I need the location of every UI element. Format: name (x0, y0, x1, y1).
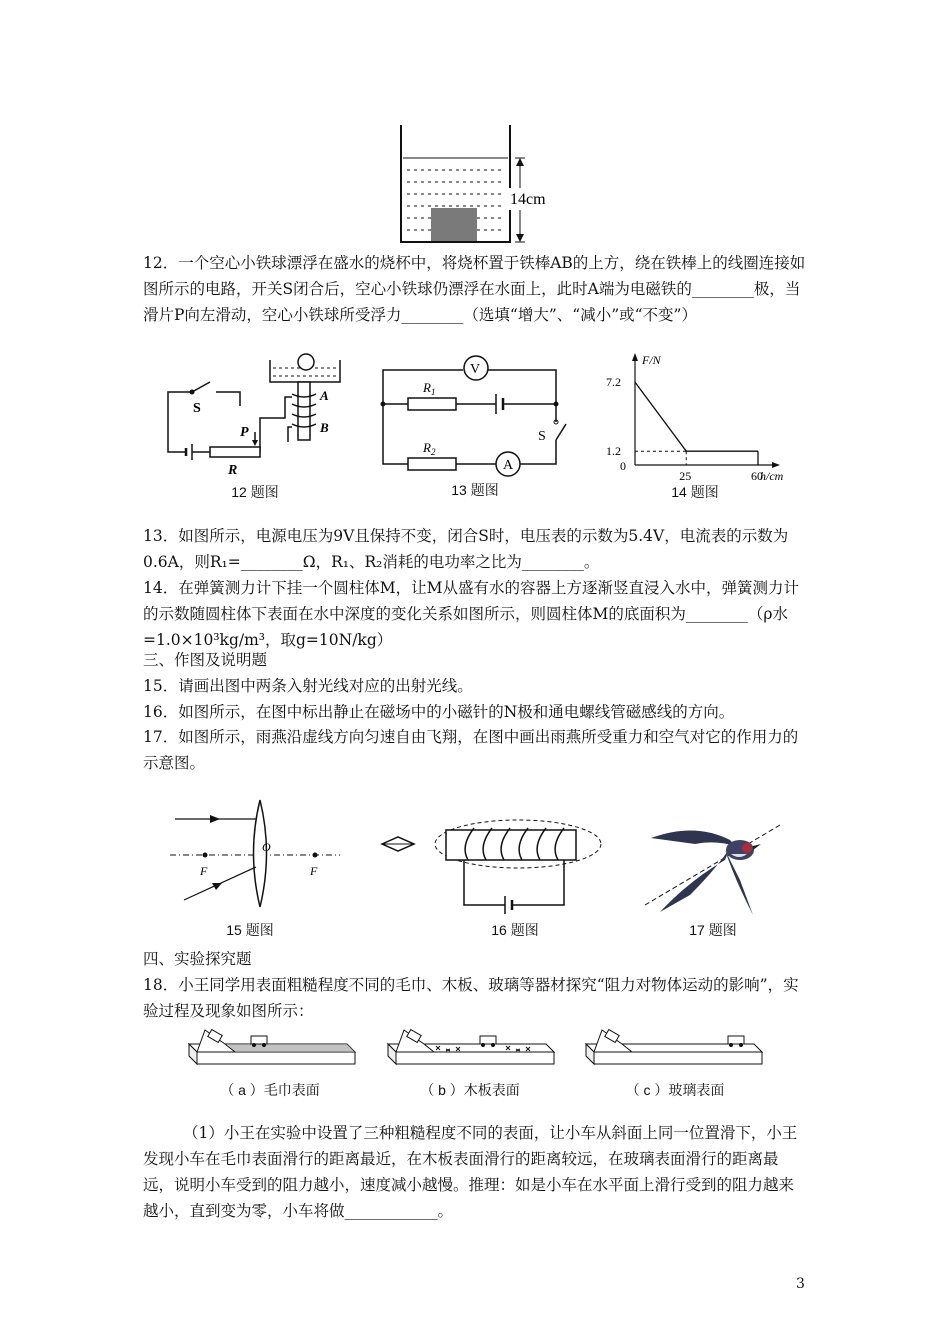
fig14-graph (600, 350, 800, 483)
svg-text:F: F (200, 864, 208, 878)
question-13: 13．如图所示，电源电压为9V且保持不变，闭合S时，电压表的示数为5.4V，电流表的示数为0.6A，则R₁=________Ω，R₁、R₂消耗的电功率之比为________。 (143, 527, 789, 571)
fig12-caption: 12 题图 (231, 484, 279, 500)
submerged-block (431, 208, 477, 241)
y-axis-label: F/N (642, 353, 661, 367)
fig17-caption: 17 题图 (689, 922, 737, 938)
x-axis-label: h/cm (760, 469, 784, 483)
depth-label: 14cm (510, 191, 546, 208)
x-tick-label: 60 (751, 469, 763, 483)
svg-text:F: F (310, 864, 318, 878)
question-14: 14．在弹簧测力计下挂一个圆柱体M，让M从盛有水的容器上方逐渐竖直浸入水中，弹簧测力计的示数随圆柱体下表面在水中深度的变化关系如图所示，则圆柱体M的底面积为________（ρ水=1.0×10³kg/m³，取g=10N/kg） (143, 579, 799, 649)
svg-text:B: B (320, 420, 329, 435)
beaker-figure (395, 120, 565, 245)
fig14-caption: 14 题图 (671, 484, 719, 500)
svg-text:A: A (503, 458, 514, 473)
question-18: 18．小王同学用表面粗糙程度不同的毛巾、木板、玻璃等器材探究“阻力对物体运动的影响”，实验过程及现象如图所示： (143, 976, 799, 1020)
section-3-heading: 三、作图及说明题 (143, 651, 268, 669)
question-17: 17．如图所示，雨燕沿虚线方向匀速自由飞翔，在图中画出雨燕所受重力和空气对它的作用力的示意图。 (143, 728, 799, 772)
svg-text:O: O (262, 840, 271, 854)
series-line (635, 382, 758, 451)
fig15-lens (170, 795, 345, 910)
fig12-circuit (160, 352, 345, 477)
svg-text:R1: $R_1$ (423, 380, 436, 397)
fig18a-towel (187, 1022, 357, 1077)
fig16-solenoid (378, 810, 603, 920)
fig13-circuit (378, 352, 578, 472)
origin-label: 0 (620, 459, 626, 473)
question-16: 16．如图所示，在图中标出静止在磁场中的小磁针的N极和通电螺线管磁感线的方向。 (143, 703, 735, 721)
svg-text:R2: $R_2$ (423, 440, 436, 457)
svg-text:P: P (240, 425, 249, 440)
fig18c-glass (584, 1022, 764, 1077)
section-4-heading: 四、实验探究题 (143, 950, 252, 968)
fig13-caption: 13 题图 (451, 482, 499, 498)
y-tick-label: 1.2 (606, 444, 621, 459)
svg-text:V: V (470, 362, 481, 377)
question-18-part-1: （1）小王在实验中设置了三种粗糙程度不同的表面，让小车从斜面上同一位置滑下，小王发现小车在毛巾表面滑行的距离最近，在木板表面滑行的距离较远，在玻璃表面滑行的距离最远，说明小车受到的阻力越小，速度减小越慢。推理：如是小车在水平面上滑行受到的阻力越来越小，直到变为零，小车将做____________。 (143, 1124, 798, 1220)
svg-text:R: R (228, 463, 238, 478)
fig15-caption: 15 题图 (226, 922, 274, 938)
y-tick-label: 7.2 (606, 375, 621, 390)
fig18a-caption: （ a ）毛巾表面 (220, 1082, 320, 1098)
question-12: 12．一个空心小铁球漂浮在盛水的烧杯中，将烧杯置于铁棒AB的上方，绕在铁棒上的线圈连接如图所示的电路，开关S闭合后，空心小铁球仍漂浮在水面上，此时A端为电磁铁的________极，当滑片P向左滑动，空心小铁球所受浮力________（选填“增大”、“减小”或“不变”） (143, 254, 806, 324)
fig17-swallow (635, 820, 785, 920)
page-number: 3 (796, 1276, 805, 1292)
svg-text:A: A (320, 388, 329, 403)
svg-text:S: S (193, 401, 201, 416)
x-tick-label: 25 (679, 469, 692, 483)
fig16-caption: 16 题图 (491, 922, 539, 938)
fig18b-caption: （ b ）木板表面 (420, 1082, 520, 1098)
fig18b-wood (386, 1022, 556, 1077)
fig18c-caption: （ c ）玻璃表面 (625, 1082, 725, 1098)
svg-text:S: S (538, 429, 546, 444)
question-15: 15．请画出图中两条入射光线对应的出射光线。 (143, 677, 473, 695)
